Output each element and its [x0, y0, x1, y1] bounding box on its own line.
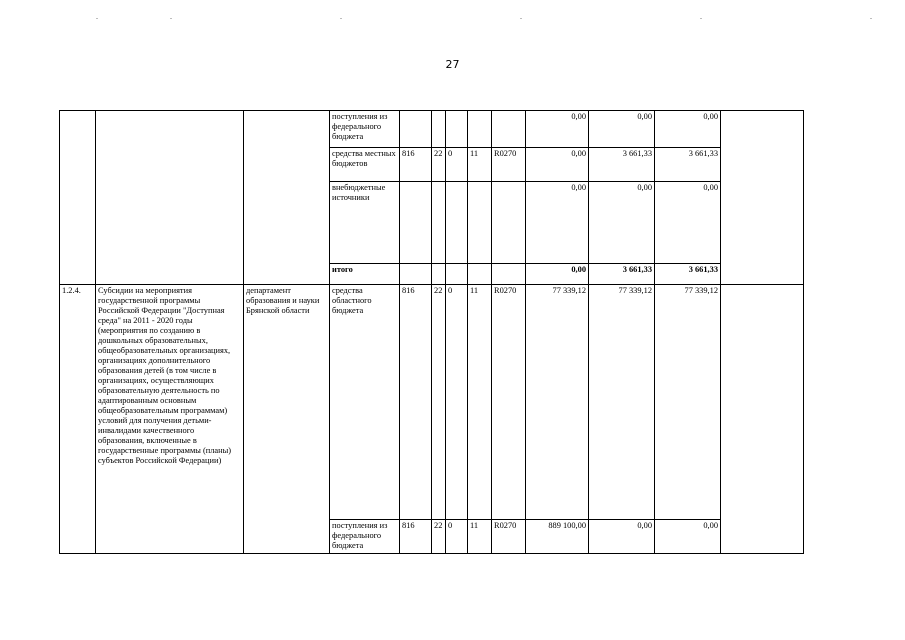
code-pr: 0	[446, 148, 468, 182]
value-col2: 0,00	[589, 520, 655, 554]
funding-source: поступления из федерального бюджета	[330, 520, 400, 554]
code-grbs	[400, 111, 432, 148]
scan-artifact	[96, 18, 98, 19]
funding-source: итого	[330, 264, 400, 285]
value-col1: 0,00	[526, 182, 589, 264]
code-grbs	[400, 264, 432, 285]
code-grbs: 816	[400, 148, 432, 182]
scan-artifact	[700, 18, 702, 19]
value-col3: 0,00	[655, 111, 721, 148]
item-title-cell	[96, 111, 244, 285]
item-executor-cell	[244, 111, 330, 285]
code-rz	[432, 111, 446, 148]
scan-artifact	[870, 18, 872, 19]
table-row	[60, 111, 804, 148]
budget-table	[59, 110, 804, 554]
code-csr-b	[492, 264, 526, 285]
value-col1: 0,00	[526, 111, 589, 148]
code-pr	[446, 111, 468, 148]
code-csr-a	[468, 182, 492, 264]
code-csr-b: R0270	[492, 520, 526, 554]
code-rz	[432, 182, 446, 264]
code-grbs: 816	[400, 520, 432, 554]
value-col2: 3 661,33	[589, 264, 655, 285]
notes-cell	[721, 111, 804, 285]
table-row	[60, 285, 804, 520]
value-col2: 3 661,33	[589, 148, 655, 182]
item-title: Субсидии на мероприятия государственной программы Российской Федерации "Доступная среда" на 2011 - 2020 годы (мероприятия по созданию в дошкольных образовательных, общеобразовательных организациях, организациях дополнительного образования детей (в том числе в организациях, осуществляющих образовательную деятельность по адаптированным основным общеобразовательным программам) условий для получения детьми-инвалидами качественного образования, включенные в государственные программы (планы) субъектов Российской Федерации)	[96, 285, 244, 554]
value-col2: 0,00	[589, 182, 655, 264]
code-csr-b	[492, 182, 526, 264]
code-rz: 22	[432, 285, 446, 520]
code-csr-a: 11	[468, 285, 492, 520]
code-csr-a	[468, 264, 492, 285]
code-csr-a	[468, 111, 492, 148]
code-csr-a: 11	[468, 520, 492, 554]
value-col3: 0,00	[655, 182, 721, 264]
value-col3: 3 661,33	[655, 148, 721, 182]
funding-source: средства областного бюджета	[330, 285, 400, 520]
code-pr: 0	[446, 520, 468, 554]
value-col2: 77 339,12	[589, 285, 655, 520]
item-number: 1.2.4.	[60, 285, 96, 554]
code-csr-b	[492, 111, 526, 148]
scan-artifact	[170, 18, 172, 19]
code-pr	[446, 264, 468, 285]
scan-artifact	[340, 18, 342, 19]
code-rz: 22	[432, 148, 446, 182]
funding-source: средства местных бюджетов	[330, 148, 400, 182]
funding-source: внебюджетные источники	[330, 182, 400, 264]
value-col1: 889 100,00	[526, 520, 589, 554]
code-pr	[446, 182, 468, 264]
value-col1: 77 339,12	[526, 285, 589, 520]
value-col1: 0,00	[526, 264, 589, 285]
value-col3: 77 339,12	[655, 285, 721, 520]
code-rz: 22	[432, 520, 446, 554]
code-csr-b: R0270	[492, 285, 526, 520]
value-col3: 0,00	[655, 520, 721, 554]
code-csr-b: R0270	[492, 148, 526, 182]
code-grbs: 816	[400, 285, 432, 520]
code-pr: 0	[446, 285, 468, 520]
code-rz	[432, 264, 446, 285]
item-number-cell	[60, 111, 96, 285]
item-executor: департамент образования и науки Брянской области	[244, 285, 330, 554]
code-grbs	[400, 182, 432, 264]
value-col1: 0,00	[526, 148, 589, 182]
funding-source: поступления из федерального бюджета	[330, 111, 400, 148]
code-csr-a: 11	[468, 148, 492, 182]
value-col3: 3 661,33	[655, 264, 721, 285]
page-number: 27	[445, 58, 460, 71]
notes-cell	[721, 285, 804, 554]
value-col2: 0,00	[589, 111, 655, 148]
scan-artifact	[520, 18, 522, 19]
